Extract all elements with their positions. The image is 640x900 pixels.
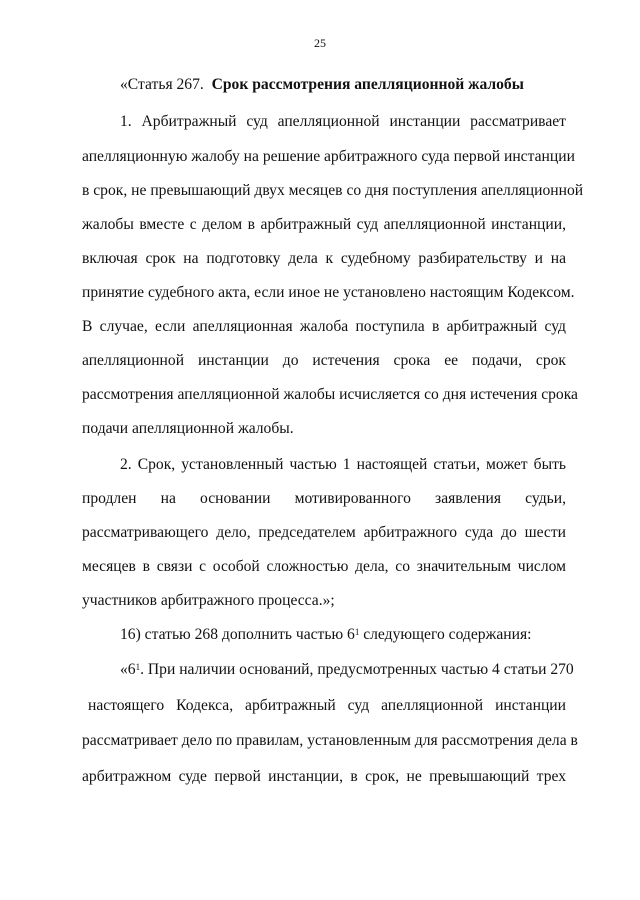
new-part-text: . При наличии оснований, предусмотренных частью 4 статьи 270 bbox=[140, 661, 574, 678]
amendment-text: 16) статью 268 дополнить частью 6 bbox=[120, 626, 355, 643]
new-part-number: «6 bbox=[120, 661, 136, 678]
paragraph-line: продлен на основании мотивированного заявления судьи, bbox=[82, 490, 566, 507]
paragraph-line: арбитражном суде первой инстанции, в срок, не превышающий трех bbox=[82, 768, 566, 785]
amendment-line bbox=[120, 625, 566, 645]
paragraph-line: включая срок на подготовку дела к судебному разбирательству и на bbox=[82, 250, 566, 267]
paragraph-line: настоящего Кодекса, арбитражный суд апелляционной инстанции bbox=[88, 697, 566, 714]
paragraph-line: участников арбитражного процесса.»; bbox=[82, 592, 335, 609]
paragraph-line: месяцев в связи с особой сложностью дела, со значительным числом bbox=[82, 558, 566, 575]
new-part-first-line bbox=[120, 660, 574, 680]
paragraph-line: рассматривающего дело, председателем арбитражного суда до шести bbox=[82, 524, 566, 541]
paragraph-line: подачи апелляционной жалобы. bbox=[82, 420, 294, 437]
article-heading bbox=[120, 75, 566, 95]
paragraph-line: В случае, если апелляционная жалоба поступила в арбитражный суд bbox=[82, 318, 566, 335]
paragraph-line: 2. Срок, установленный частью 1 настоящей статьи, может быть bbox=[120, 456, 566, 473]
paragraph-line: рассмотрения апелляционной жалобы исчисляется со дня истечения срока bbox=[82, 386, 578, 403]
paragraph-line: в срок, не превышающий двух месяцев со дня поступления апелляционной bbox=[82, 182, 584, 199]
paragraph-line: 1. Арбитражный суд апелляционной инстанции рассматривает bbox=[120, 113, 566, 130]
article-heading-prefix: «Статья 267. bbox=[120, 76, 204, 93]
paragraph-line: апелляционную жалобу на решение арбитражного суда первой инстанции bbox=[82, 148, 575, 165]
paragraph-line: рассматривает дело по правилам, установленным для рассмотрения дела в bbox=[82, 732, 578, 749]
paragraph-line: апелляционной инстанции до истечения срока ее подачи, срок bbox=[82, 352, 566, 369]
article-heading-title: Срок рассмотрения апелляционной жалобы bbox=[211, 76, 524, 93]
superscript: 1 bbox=[354, 627, 360, 637]
superscript: 1 bbox=[135, 662, 141, 672]
paragraph-line: принятие судебного акта, если иное не установлено настоящим Кодексом. bbox=[82, 284, 575, 301]
paragraph-line: жалобы вместе с делом в арбитражный суд апелляционной инстанции, bbox=[82, 216, 566, 233]
amendment-text-end: следующего содержания: bbox=[359, 626, 532, 643]
page-number: 25 bbox=[314, 36, 326, 50]
